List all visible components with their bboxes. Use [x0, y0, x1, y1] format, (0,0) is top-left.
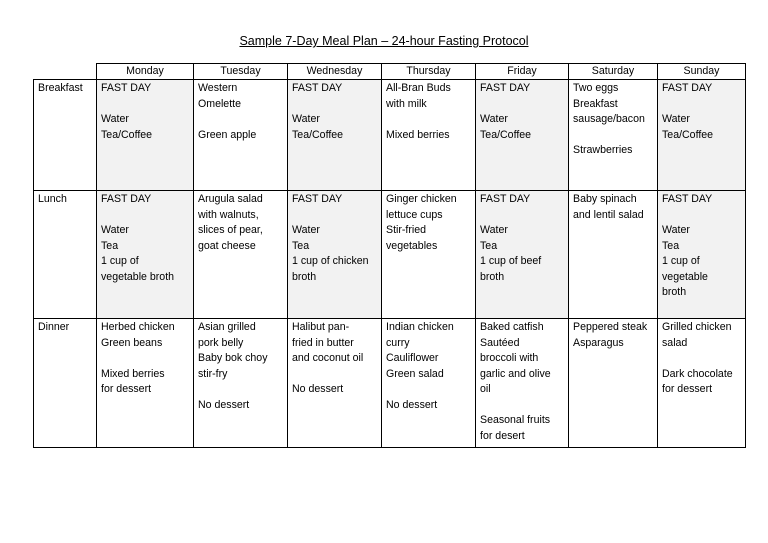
day-header: Thursday — [382, 64, 476, 80]
meal-cell — [569, 319, 658, 448]
meal-line: All-Bran Buds — [386, 82, 451, 94]
meal-line: Mixed berries — [101, 367, 165, 380]
meal-line: for desert — [480, 429, 525, 442]
meal-line: Two eggs — [573, 82, 619, 94]
meal-cell — [476, 80, 569, 191]
meal-cell — [288, 80, 382, 191]
meal-label: Lunch — [34, 191, 97, 319]
day-header: Monday — [97, 64, 194, 80]
meal-line — [101, 208, 189, 224]
meal-line — [386, 382, 471, 398]
meal-line — [480, 398, 564, 414]
meal-line: Peppered steak — [573, 321, 648, 333]
meal-line: Indian chicken — [386, 321, 454, 333]
meal-cell — [97, 80, 194, 191]
meal-line: Tea — [662, 239, 680, 252]
meal-label: Dinner — [34, 319, 97, 448]
meal-line: Tea — [101, 239, 119, 252]
meal-line: Tea — [292, 239, 310, 252]
meal-line: Water — [662, 224, 690, 236]
meal-line: Omelette — [198, 97, 241, 110]
meal-line: for dessert — [662, 383, 713, 395]
meal-line: Seasonal fruits — [480, 414, 551, 426]
meal-line: pork belly — [198, 336, 244, 349]
meal-cell — [476, 319, 569, 448]
meal-line: Asian grilled — [198, 321, 256, 333]
meal-line: Tea/Coffee — [101, 128, 153, 141]
meal-cell — [569, 80, 658, 191]
meal-line: and coconut oil — [292, 352, 364, 364]
meal-line: FAST DAY — [101, 82, 152, 94]
meal-line: Sautéed — [480, 336, 520, 349]
meal-line: Water — [662, 113, 690, 125]
meal-line: Western — [198, 82, 238, 94]
meal-line: Stir-fried — [386, 224, 427, 236]
meal-line: vegetables — [386, 239, 438, 252]
meal-line — [662, 97, 741, 113]
meal-line: broth — [292, 270, 317, 283]
meal-cell — [569, 191, 658, 319]
meal-line: Water — [480, 224, 508, 236]
meal-line: Strawberries — [573, 144, 633, 156]
meal-line: broccoli with — [480, 352, 539, 364]
meal-line: Herbed chicken — [101, 321, 175, 333]
meal-cell — [658, 80, 746, 191]
meal-line — [198, 112, 283, 128]
meal-line: FAST DAY — [662, 82, 713, 94]
meal-plan-table — [33, 63, 746, 448]
meal-line: garlic and olive — [480, 367, 551, 380]
meal-line: broth — [662, 286, 687, 298]
meal-line: slices of pear, — [198, 224, 263, 236]
meal-line: Dark chocolate — [662, 367, 733, 380]
meal-line: No dessert — [386, 398, 438, 411]
meal-line: Green beans — [101, 336, 163, 349]
meal-line: Breakfast — [573, 97, 618, 110]
meal-line: sausage/bacon — [573, 113, 645, 125]
meal-line: Tea/Coffee — [480, 128, 532, 141]
meal-line: FAST DAY — [292, 82, 343, 94]
table-row — [34, 319, 746, 448]
meal-line: goat cheese — [198, 239, 256, 252]
meal-line: FAST DAY — [480, 82, 531, 94]
meal-line: Green salad — [386, 367, 444, 380]
meal-line — [480, 97, 564, 113]
meal-line: with walnuts, — [198, 208, 259, 221]
day-header: Saturday — [569, 64, 658, 80]
meal-line: for dessert — [101, 383, 152, 395]
table-row — [34, 80, 746, 191]
meal-line: Baby bok choy — [198, 352, 268, 364]
meal-cell — [194, 319, 288, 448]
corner-cell — [34, 64, 97, 80]
meal-line: Halibut pan- — [292, 321, 350, 333]
day-header: Sunday — [658, 64, 746, 80]
meal-line: FAST DAY — [662, 193, 713, 205]
meal-line: curry — [386, 336, 410, 349]
meal-line: Asparagus — [573, 336, 624, 349]
meal-line: Tea — [480, 239, 498, 252]
meal-line — [292, 208, 377, 224]
meal-cell — [288, 191, 382, 319]
meal-line: 1 cup of chicken — [292, 255, 369, 267]
table-row — [34, 191, 746, 319]
meal-cell — [658, 319, 746, 448]
meal-line — [101, 97, 189, 113]
meal-line: salad — [662, 336, 688, 349]
meal-line: vegetable — [662, 270, 708, 283]
meal-line: FAST DAY — [480, 193, 531, 205]
meal-line — [662, 208, 741, 224]
meal-cell — [382, 191, 476, 319]
meal-line: Water — [101, 113, 129, 125]
meal-line: vegetable broth — [101, 270, 175, 283]
meal-line — [292, 367, 377, 383]
meal-cell — [288, 319, 382, 448]
meal-line: Tea/Coffee — [292, 128, 344, 141]
meal-line — [101, 351, 189, 367]
meal-cell — [382, 80, 476, 191]
meal-cell — [476, 191, 569, 319]
meal-line: FAST DAY — [101, 193, 152, 205]
meal-line: Arugula salad — [198, 193, 263, 205]
meal-line — [198, 382, 283, 398]
meal-cell — [194, 80, 288, 191]
meal-line — [386, 112, 471, 128]
meal-line: Water — [480, 113, 508, 125]
meal-line: Baked catfish — [480, 321, 544, 333]
meal-line: No dessert — [292, 383, 344, 395]
meal-line: stir-fry — [198, 367, 228, 380]
header-row — [34, 64, 746, 80]
meal-cell — [658, 191, 746, 319]
meal-line: No dessert — [198, 398, 250, 411]
day-header: Friday — [476, 64, 569, 80]
meal-line: Baby spinach — [573, 193, 637, 205]
day-header: Wednesday — [288, 64, 382, 80]
meal-line: Grilled chicken — [662, 321, 732, 333]
meal-line: 1 cup of — [662, 255, 700, 267]
page-title: Sample 7-Day Meal Plan – 24-hour Fasting Protocol — [239, 34, 529, 48]
meal-line — [292, 97, 377, 113]
meal-cell — [194, 191, 288, 319]
meal-line: Cauliflower — [386, 352, 439, 364]
meal-line — [573, 128, 653, 144]
meal-line: broth — [480, 270, 505, 283]
meal-cell — [97, 319, 194, 448]
meal-label: Breakfast — [34, 80, 97, 191]
meal-cell — [382, 319, 476, 448]
meal-line: Water — [292, 224, 320, 236]
meal-cell — [97, 191, 194, 319]
day-header: Tuesday — [194, 64, 288, 80]
meal-line: Water — [292, 113, 320, 125]
meal-line: 1 cup of beef — [480, 255, 542, 267]
meal-line: with milk — [386, 97, 427, 110]
meal-line: fried in butter — [292, 336, 354, 349]
meal-line — [662, 351, 741, 367]
meal-line: oil — [480, 383, 491, 395]
meal-line: 1 cup of — [101, 255, 139, 267]
meal-line: and lentil salad — [573, 208, 644, 221]
meal-line: FAST DAY — [292, 193, 343, 205]
meal-line: Ginger chicken — [386, 193, 457, 205]
meal-line: Green apple — [198, 128, 257, 141]
meal-line — [480, 208, 564, 224]
meal-line: Mixed berries — [386, 128, 450, 141]
meal-line: Tea/Coffee — [662, 128, 714, 141]
meal-line: lettuce cups — [386, 208, 443, 221]
meal-line: Water — [101, 224, 129, 236]
